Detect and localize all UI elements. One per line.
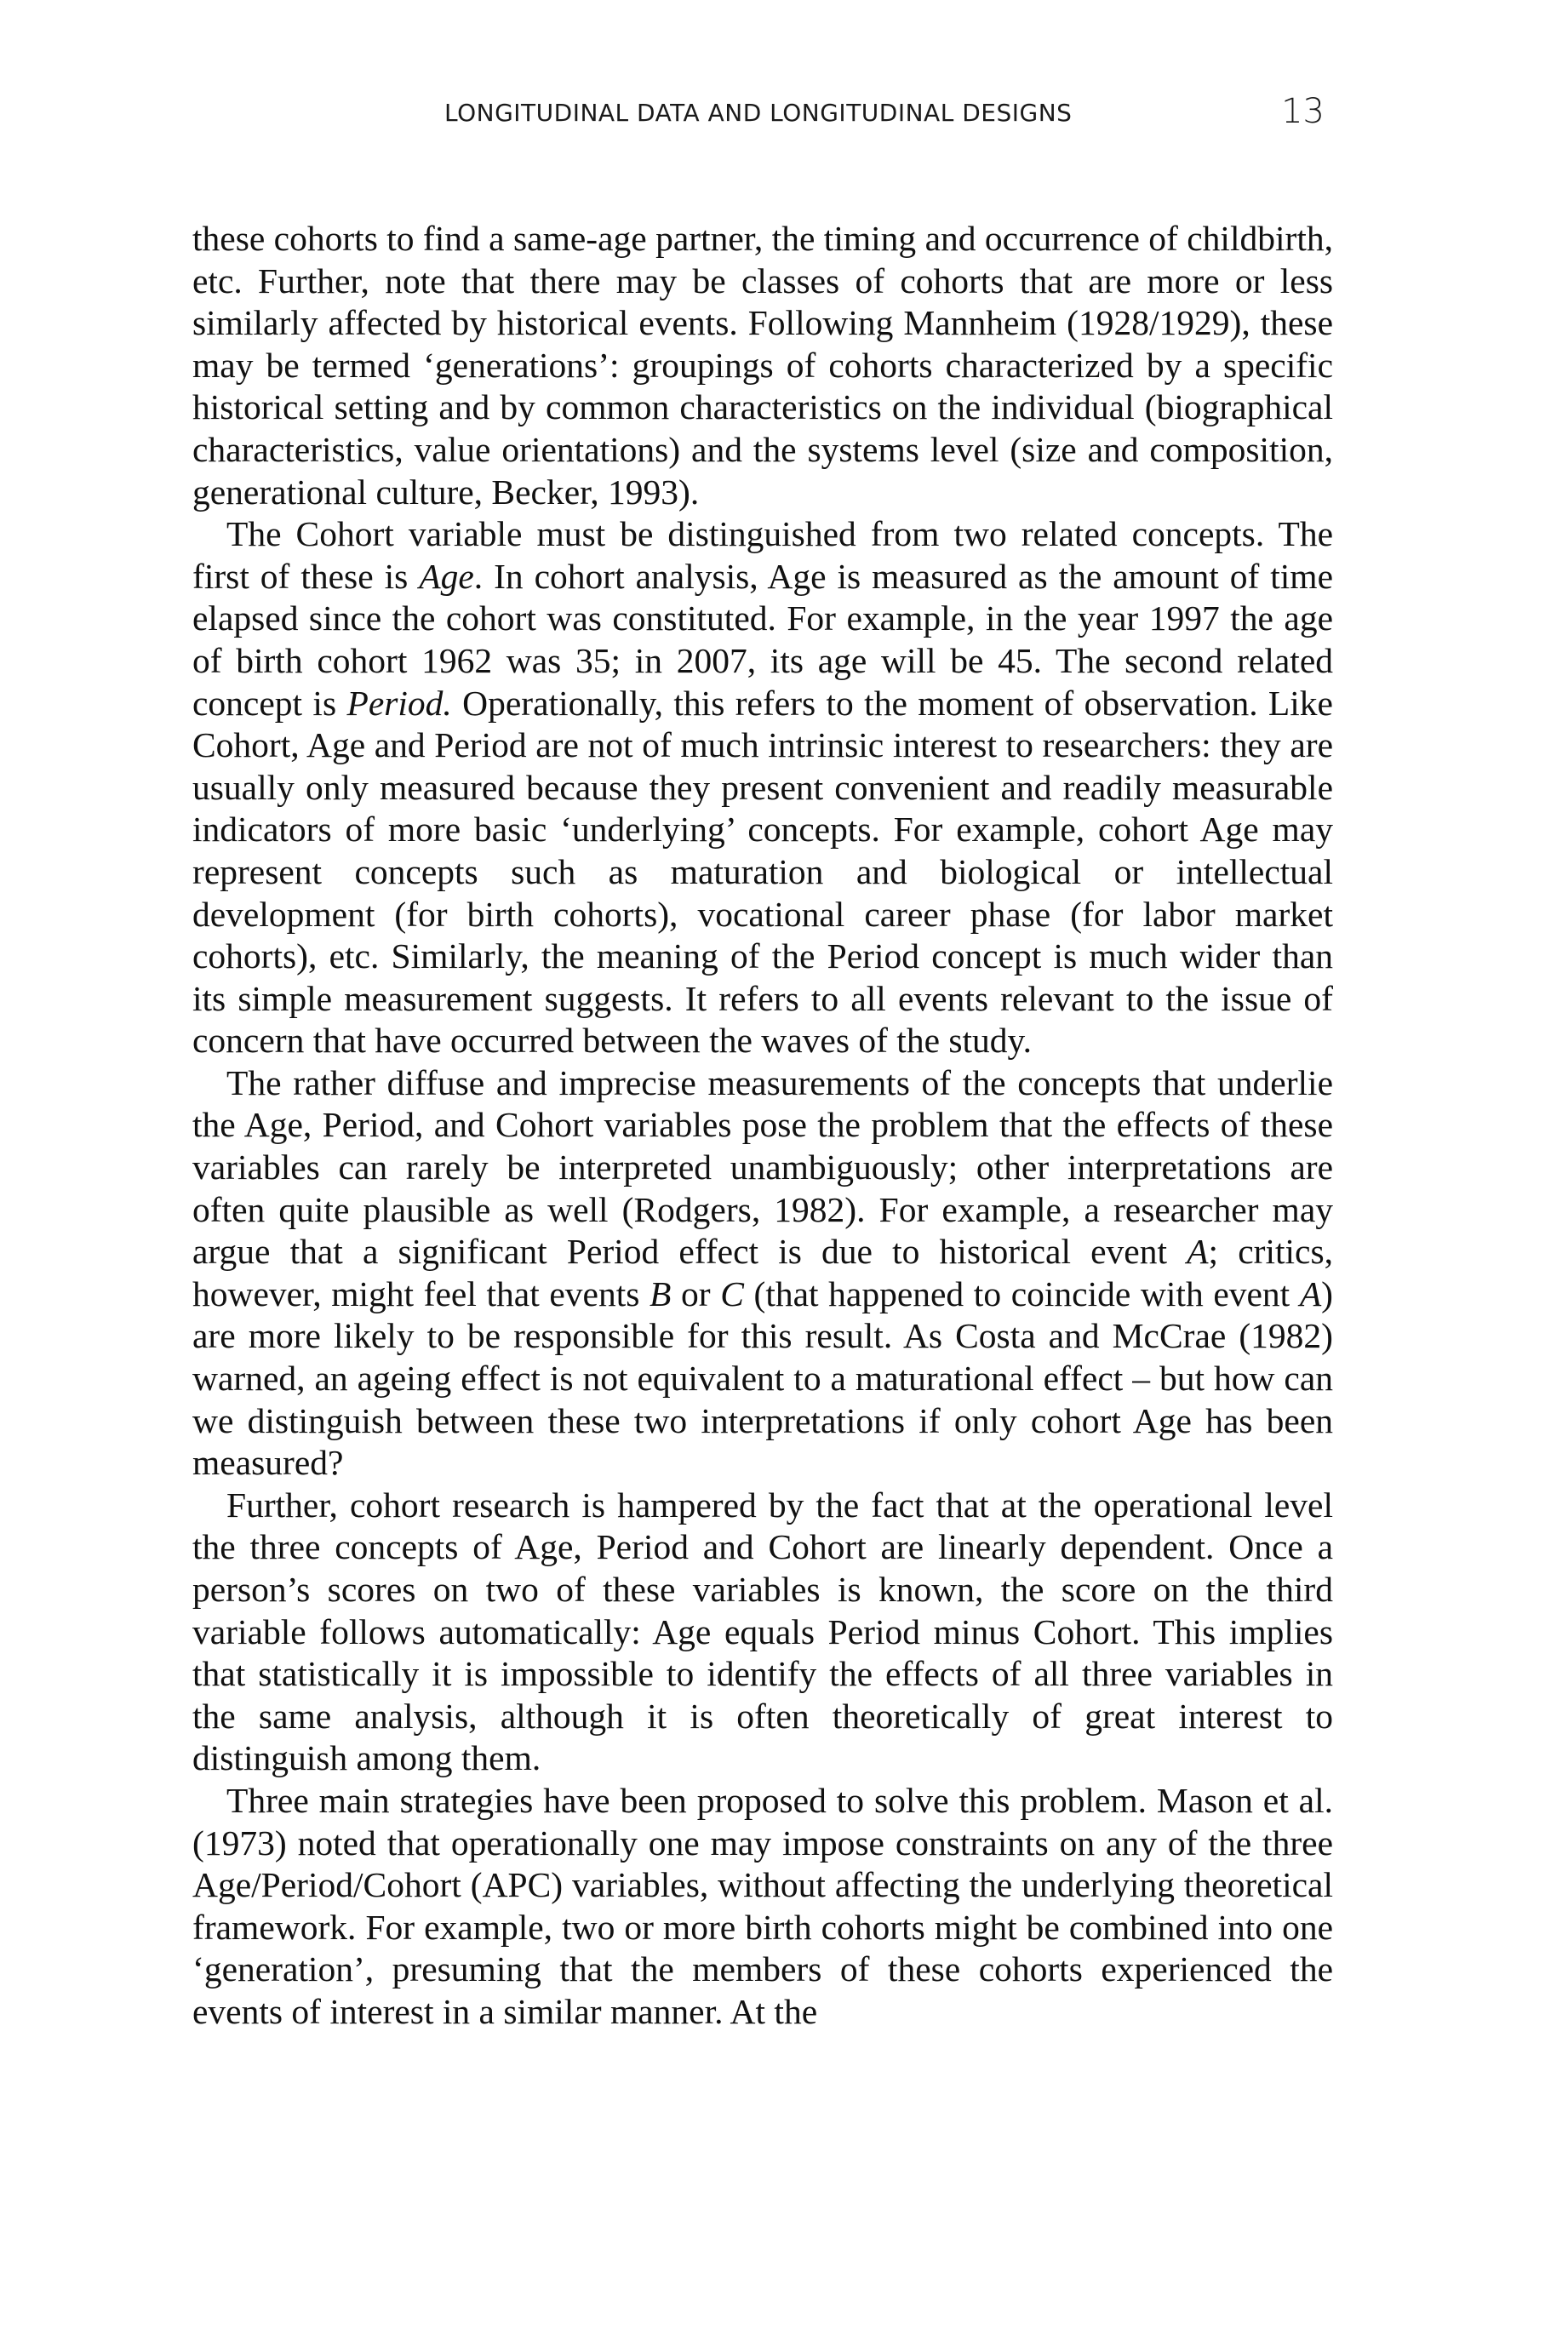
page-number: 13 [1281,92,1325,131]
running-title: LONGITUDINAL DATA AND LONGITUDINAL DESIGNS [444,99,1073,127]
paragraph-2-text-b: . In cohort analysis, Age is measured as the amount of time elapsed since the cohort was constituted. For example, in the year 1997 the age of birth cohort 1962 was 35; in 2007, its age will be 45. The second related concept is [192,556,1333,723]
term-period: Period. [346,683,452,723]
event-a: A [1187,1232,1209,1272]
paragraph-1: these cohorts to find a same-age partner, the timing and occurrence of childbirth, etc. Further, note that there may be classes of cohorts that are more or less similarly affected by historical events. Following Mannheim (1928/1929), these may be termed ‘generations’: groupings of cohorts characterized by a specific historical setting and by common characteristics on the individual (biographical characteristics, value orientations) and the systems level (size and composition, generational culture, Becker, 1993). [192,219,1333,512]
paragraph-3 [192,1062,1333,1485]
body-text [192,218,1333,2034]
paragraph-2 [192,513,1333,1062]
paragraph-5: Three main strategies have been proposed to solve this problem. Mason et al. (1973) noted that operationally one may impose constraints on any of the three Age/Period/Cohort (APC) variables, without affecting the underlying theoretical framework. For example, two or more birth cohorts might be combined into one ‘generation’, presuming that the members of these cohorts experienced the events of interest in a similar manner. At the [192,1780,1333,2031]
event-b: B [650,1273,672,1313]
event-c: C [720,1273,744,1313]
paragraph-3-text-a: The rather diffuse and imprecise measurements of the concepts that underlie the Age, Period, and Cohort variables pose the problem that the effects of these variables can rarely be interpreted unambiguously; other interpretations are often quite plausible as well (Rodgers, 1982). For example, a researcher may argue that a significant Period effect is due to historical event [192,1062,1333,1272]
event-a-repeat: A [1299,1273,1322,1313]
running-head [192,92,1333,146]
paragraph-2-text-c: Operationally, this refers to the moment of observation. Like Cohort, Age and Period are not of much intrinsic interest to researchers: they are usually only measured because they present convenient and readily measurable indicators of more basic ‘underlying’ concepts. For example, cohort Age may represent concepts such as maturation and biological or intellectual development (for birth cohorts), vocational career phase (for labor market cohorts), etc. Similarly, the meaning of the Period concept is much wider than its simple measurement suggests. It refers to all events relevant to the issue of concern that have occurred between the waves of the study. [192,683,1333,1061]
paragraph-3-text-c: or [671,1273,721,1313]
paragraph-3-text-b: ; critics, however, might feel that events [192,1232,1333,1313]
paragraph-3-text-e: ) are more likely to be responsible for this result. As Costa and McCrae (1982) warned, an ageing effect is not equivalent to a maturational effect – but how can we distinguish between these two interpretations if only cohort Age has been measured? [192,1273,1333,1483]
paragraph-3-text-d: (that happened to coincide with event [743,1273,1300,1313]
paragraph-2-text-a: The Cohort variable must be distinguished from two related concepts. The first of these is [192,514,1333,596]
term-age: Age [419,556,474,596]
paragraph-4: Further, cohort research is hampered by the fact that at the operational level the three concepts of Age, Period and Cohort are linearly dependent. Once a person’s scores on two of these variables is known, the score on the third variable follows automatically: Age equals Period minus Cohort. This implies that statistically it is impossible to identify the effects of all three variables in the same analysis, although it is often theoretically of great interest to distinguish among them. [192,1485,1333,1778]
